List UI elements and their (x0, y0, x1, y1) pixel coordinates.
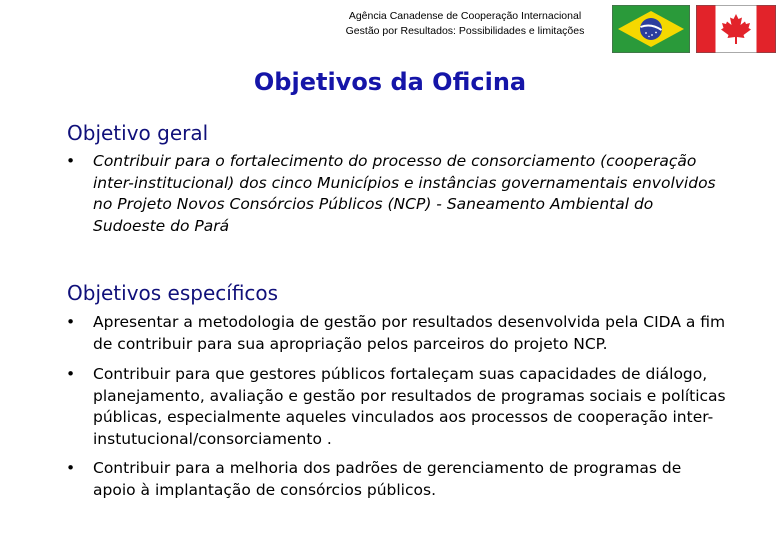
bullet-icon: • (66, 152, 76, 170)
header-caption (300, 9, 630, 39)
section-heading-objetivo-geral: Objetivo geral (67, 121, 209, 145)
list-item (66, 458, 726, 501)
section-heading-objetivos-especificos: Objetivos específicos (67, 281, 279, 305)
list-item-text: Contribuir para a melhoria dos padrões de gerenciamento de programas de apoio à implantação de consórcios públicos. (93, 459, 682, 499)
brazil-flag-icon (612, 5, 690, 53)
bullet-icon: • (66, 365, 76, 383)
list-item (66, 312, 726, 355)
list-item (66, 151, 726, 237)
list-item-text: Contribuir para que gestores públicos fortaleçam suas capacidades de diálogo, planejamento, avaliação e gestão por resultados de programas sociais e políticas públicas, especialmente aqueles vinculados aos processos de cooperação inter-instutucional/consorciamento . (93, 365, 726, 448)
bullet-icon: • (66, 313, 76, 331)
header-line-2: Gestão por Resultados: Possibilidades e limitações (345, 25, 585, 37)
slide-title: Objetivos da Oficina (253, 68, 527, 96)
list-item-text: Contribuir para o fortalecimento do processo de consorciamento (cooperação inter-institucional) dos cinco Municípios e instâncias governamentais envolvidos no Projeto Novos Consórcios Públicos (NCP) - Saneamento Ambiental do Sudoeste do Pará (93, 152, 716, 235)
list-item (66, 364, 726, 450)
header-line-1: Agência Canadense de Cooperação Internacional (348, 10, 582, 22)
canada-flag-icon (696, 5, 776, 53)
list-item-text: Apresentar a metodologia de gestão por resultados desenvolvida pela CIDA a fim de contribuir para sua apropriação pelos parceiros do projeto NCP. (93, 313, 726, 353)
bullet-icon: • (66, 459, 76, 477)
